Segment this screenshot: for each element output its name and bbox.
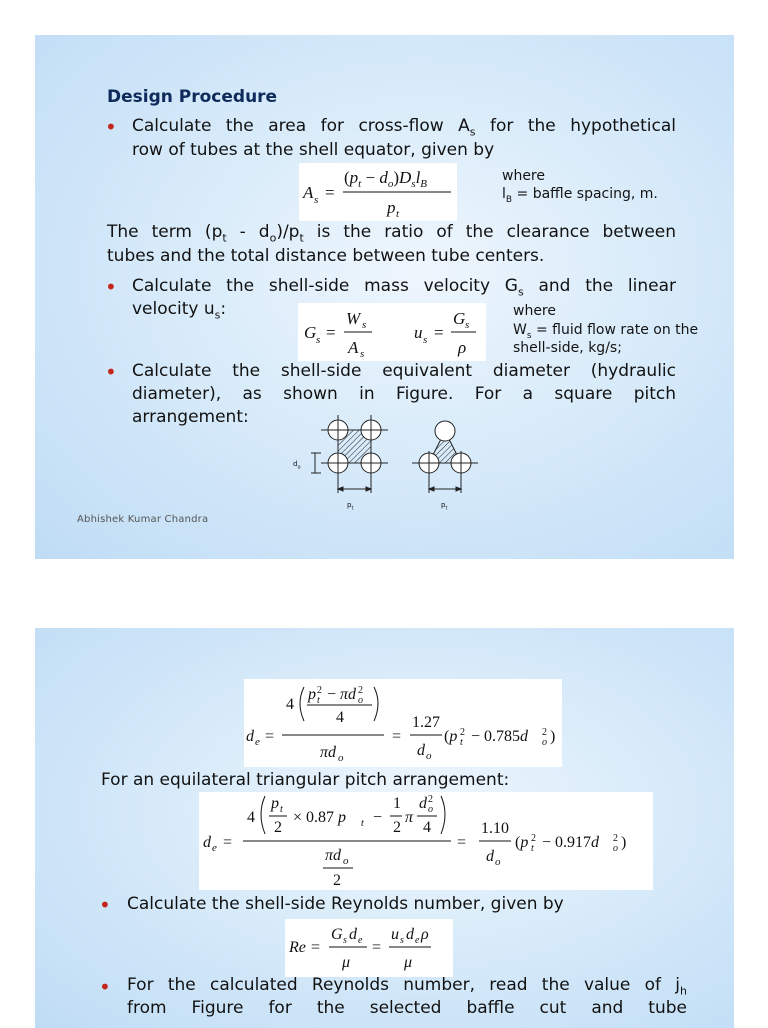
note-shell-side: shell-side, kg/s; [513, 340, 622, 356]
svg-text:p: p [271, 795, 279, 812]
svg-text:e: e [255, 736, 260, 748]
svg-text:u: u [391, 926, 399, 943]
svg-text:2: 2 [274, 819, 282, 836]
bullet-3-line-1: Calculate the shell-side equivalent diameter (hydraulic [132, 361, 676, 381]
svg-text:−: − [373, 809, 383, 826]
svg-text:(p: (p [515, 834, 529, 851]
svg-text:ρ: ρ [458, 338, 467, 357]
svg-text:1: 1 [393, 795, 401, 812]
bullet-jh-line-1: For the calculated Reynolds number, read the value of $j_h$ [127, 975, 687, 998]
svg-text:4: 4 [247, 809, 255, 826]
bullet-jh-line-2: from Figure for the selected baffle cut and tube [127, 998, 687, 1018]
svg-text:s: s [423, 334, 428, 346]
slide-1 [35, 35, 734, 559]
svg-text:d: d [406, 926, 414, 943]
svg-text:μ: μ [342, 954, 351, 971]
do-label: $d_o$ [293, 460, 301, 471]
svg-text:A: A [348, 338, 359, 357]
svg-text:Re: Re [289, 939, 306, 956]
svg-text:=: = [223, 834, 233, 851]
svg-text:): ) [621, 834, 627, 851]
equation-de-triangular [199, 792, 653, 890]
svg-text:p: p [387, 198, 396, 217]
svg-text:s: s [343, 935, 347, 946]
svg-text:o: o [338, 752, 344, 764]
svg-text:e: e [212, 842, 217, 854]
svg-text:μ: μ [404, 954, 413, 971]
term-line-2: tubes and the total distance between tube centers. [107, 246, 545, 266]
svg-text:2: 2 [317, 685, 322, 696]
svg-text:G: G [453, 309, 466, 328]
bullet-marker: • [105, 275, 117, 299]
svg-text:t: t [460, 737, 463, 748]
note-baffle-spacing: $l_B$ = baffle spacing, m. [502, 186, 658, 205]
bullet-3-line-3: arrangement: [132, 407, 249, 427]
svg-text:o: o [426, 750, 432, 762]
svg-text:− 0.917d: − 0.917d [542, 834, 600, 851]
svg-text:4: 4 [336, 709, 344, 726]
equation-de-square [244, 679, 562, 767]
equation-mass-velocity [298, 303, 486, 361]
svg-text:2: 2 [358, 685, 363, 696]
svg-text:=: = [311, 939, 321, 956]
svg-text:s: s [360, 348, 365, 360]
bullet-reynolds: Calculate the shell-side Reynolds number, given by [127, 894, 564, 914]
svg-text:t: t [317, 695, 320, 706]
svg-text:−: − [327, 686, 337, 703]
svg-text:s: s [465, 319, 470, 331]
svg-text:4: 4 [286, 696, 294, 713]
pt-label-square: $p_t$ [347, 501, 354, 512]
svg-text:u: u [414, 323, 423, 342]
svg-text:d: d [486, 848, 494, 865]
svg-text:=: = [325, 183, 335, 202]
svg-text:A: A [303, 183, 314, 202]
slide-2 [35, 628, 734, 1028]
svg-text:=: = [372, 939, 382, 956]
bullet-marker: • [99, 975, 111, 999]
svg-text:=: = [392, 728, 402, 745]
svg-text:e: e [358, 935, 363, 946]
bullet-1-line-1: Calculate the area for cross-flow $A_s$ for the hypothetical [132, 116, 676, 139]
note-flow-rate: $W_s$ = fluid flow rate on the [513, 322, 699, 341]
svg-text:2: 2 [531, 833, 536, 844]
svg-text:s: s [316, 334, 321, 346]
term-line-1: The term $(p_t - d_o)/p_t$ is the ratio of the clearance between [107, 222, 677, 245]
svg-text:G: G [331, 926, 343, 943]
svg-text:2: 2 [393, 819, 401, 836]
svg-text:o: o [358, 695, 363, 706]
note-where-1: where [502, 168, 545, 184]
svg-text:G: G [304, 323, 317, 342]
svg-text:d: d [349, 926, 357, 943]
svg-text:1.27: 1.27 [412, 714, 440, 731]
svg-text:π: π [405, 809, 414, 826]
triangular-heading: For an equilateral triangular pitch arrangement: [101, 770, 510, 790]
svg-text:2: 2 [460, 727, 465, 738]
equation-cross-flow-area [299, 163, 457, 221]
equation-reynolds [285, 919, 453, 977]
svg-text:πd: πd [340, 686, 357, 703]
bullet-marker: • [105, 360, 117, 384]
note-where-2: where [513, 303, 556, 319]
svg-text:t: t [396, 208, 400, 220]
svg-text:t: t [361, 818, 364, 829]
triangular-pitch-diagram [412, 421, 478, 493]
svg-text:4: 4 [423, 819, 431, 836]
bullet-2-line-1: Calculate the shell-side mass velocity $G_s$ and the linear [132, 276, 676, 299]
svg-text:2: 2 [333, 872, 341, 889]
svg-text:o: o [495, 856, 501, 868]
svg-text:o: o [343, 855, 349, 867]
svg-text:o: o [428, 804, 433, 815]
svg-text:ρ: ρ [421, 926, 429, 943]
svg-text:d: d [417, 742, 425, 759]
svg-text:(p: (p [444, 728, 458, 745]
svg-text:d: d [203, 834, 211, 851]
svg-text:o: o [542, 737, 547, 748]
svg-text:=: = [265, 728, 275, 745]
svg-text:): ) [550, 728, 556, 745]
svg-text:s: s [362, 319, 367, 331]
bullet-3-line-2: diameter), as shown in Figure. For a square pitch [132, 384, 676, 404]
svg-text:− 0.785d: − 0.785d [471, 728, 529, 745]
svg-text:t: t [280, 804, 283, 815]
svg-text:πd: πd [320, 744, 337, 761]
slide-heading: Design Procedure [107, 87, 278, 107]
pt-label-triangular: $p_t$ [441, 501, 448, 512]
svg-text:s: s [400, 935, 404, 946]
svg-text:2: 2 [613, 833, 618, 844]
bullet-marker: • [105, 115, 117, 139]
bullet-2-line-2: velocity $u_s$: [132, 299, 227, 322]
svg-text:t: t [531, 843, 534, 854]
svg-text:(pt − do)DslB: $(p_t - d_o)D_sl_B$ [344, 168, 428, 190]
svg-text:p: p [308, 686, 316, 703]
svg-text:=: = [434, 323, 444, 342]
svg-text:=: = [326, 323, 336, 342]
svg-text:s: s [314, 194, 319, 206]
pitch-figure [291, 413, 481, 519]
svg-text:e: e [415, 935, 420, 946]
square-pitch-diagram [311, 415, 388, 493]
svg-text:πd: πd [325, 847, 342, 864]
bullet-marker: • [99, 893, 111, 917]
bullet-1-line-2: row of tubes at the shell equator, given by [132, 140, 495, 160]
slide-footer-author: Abhishek Kumar Chandra [77, 514, 209, 525]
svg-text:o: o [613, 843, 618, 854]
svg-text:2: 2 [428, 794, 433, 805]
svg-text:W: W [346, 309, 361, 328]
svg-text:× 0.87 p: × 0.87 p [293, 809, 347, 826]
svg-text:2: 2 [542, 727, 547, 738]
svg-text:d: d [419, 795, 427, 812]
svg-text:d: d [246, 728, 254, 745]
svg-text:=: = [457, 834, 467, 851]
svg-text:1.10: 1.10 [481, 820, 509, 837]
